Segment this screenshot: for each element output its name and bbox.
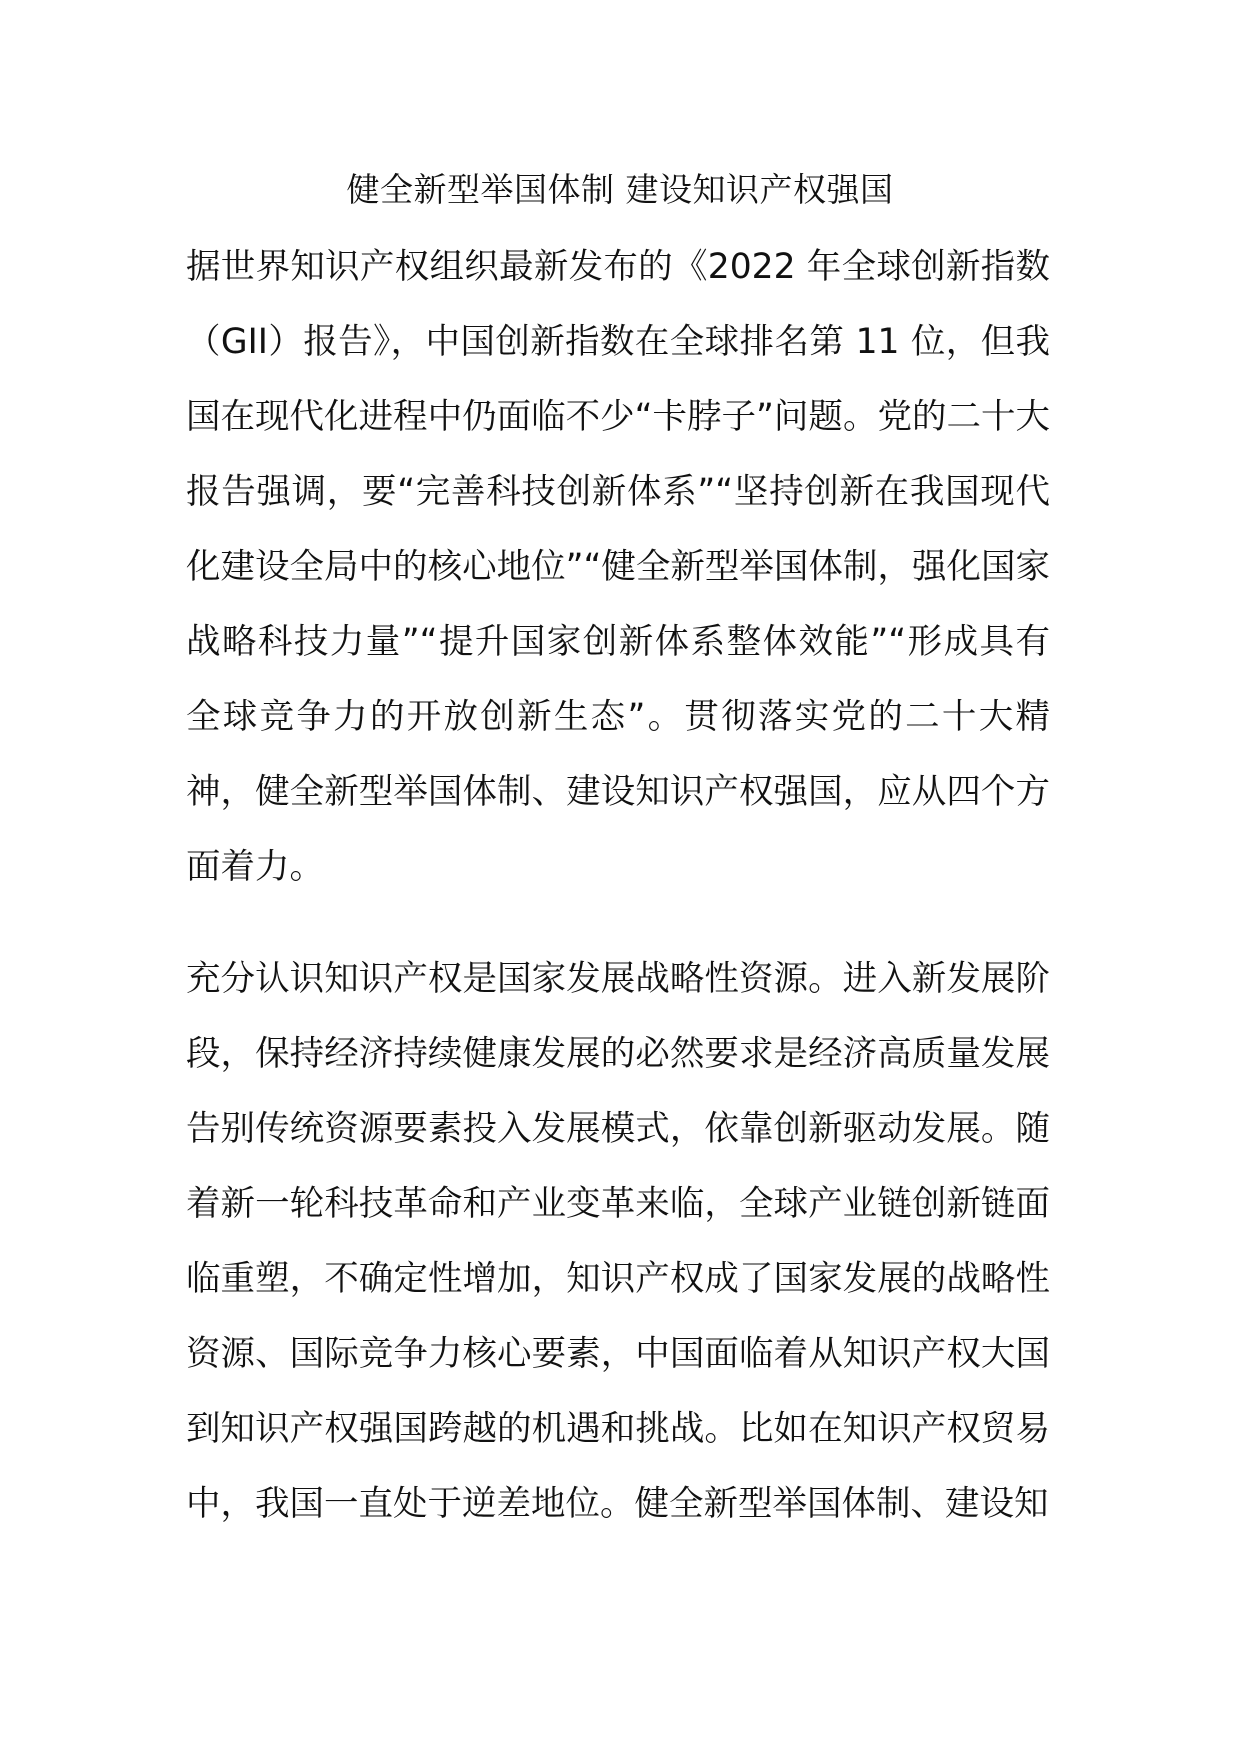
paragraph-intro: 据世界知识产权组织最新发布的《2022 年全球创新指数（GII）报告》，中国创新指数在全球排名第 11 位，但我国在现代化进程中仍面临不少“卡脖子”问题。党的二十大报告强调，要“完善科技创新体系”“坚持创新在我国现代化建设全局中的核心地位”“健全新型举国体制，强化国家战略科技力量”“提升国家创新体系整体效能”“形成具有全球竞争力的开放创新生态”。贯彻落实党的二十大精神，健全新型举国体制、建设知识产权强国，应从四个方面着力。 xyxy=(186,247,1050,887)
paragraph-strategic-resource: 充分认识知识产权是国家发展战略性资源。进入新发展阶段，保持经济持续健康发展的必然要求是经济高质量发展告别传统资源要素投入发展模式，依靠创新驱动发展。随着新一轮科技革命和产业变革来临，全球产业链创新链面临重塑，不确定性增加，知识产权成了国家发展的战略性资源、国际竞争力核心要素，中国面临着从知识产权大国到知识产权强国跨越的机遇和挑战。比如在知识产权贸易中，我国一直处于逆差地位。健全新型举国体制、建设知 xyxy=(186,959,1050,1524)
document-title: 健全新型举国体制 建设知识产权强国 xyxy=(346,170,894,209)
